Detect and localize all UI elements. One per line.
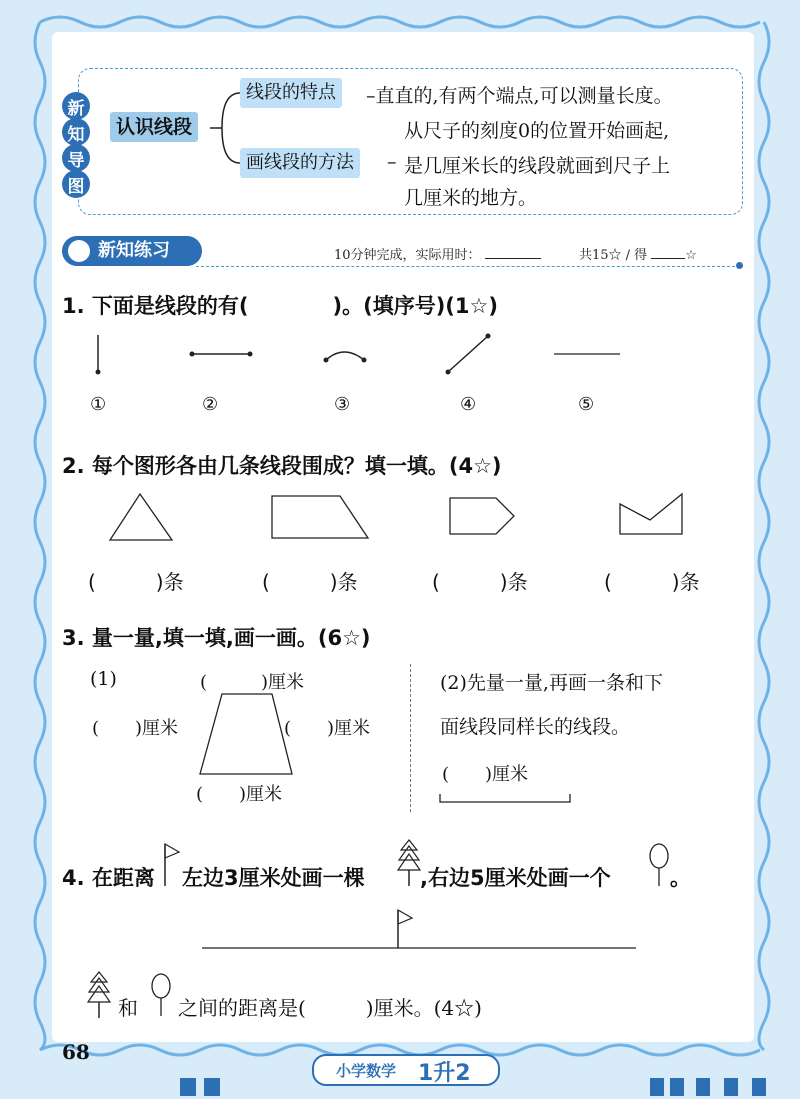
q1-figures xyxy=(80,330,660,380)
q4-answer-a: 和 xyxy=(118,996,138,1020)
score-blank[interactable] xyxy=(651,258,685,259)
q1-label-3: ③ xyxy=(334,394,351,415)
q2-answer-4[interactable]: ( )条 xyxy=(604,570,700,594)
footer-stripe xyxy=(724,1078,738,1096)
q1-label-5: ⑤ xyxy=(578,394,595,415)
footer-stripe xyxy=(696,1078,710,1096)
q1-label-1: ① xyxy=(90,394,107,415)
side-badge-char-2: 知 xyxy=(62,118,90,146)
q4-prompt-d: 。 xyxy=(670,866,691,890)
q4-prompt-c: ,右边5厘米处画一个 xyxy=(420,866,611,890)
q4-prompt-a: 4. 在距离 xyxy=(62,866,155,890)
balloon-icon-answer xyxy=(150,972,172,1018)
q4-prompt-b: 左边3厘米处画一棵 xyxy=(182,866,365,890)
q1-label-2: ② xyxy=(202,394,219,415)
q3-trapezoid xyxy=(196,690,306,780)
side-badge-char-4: 图 xyxy=(62,170,90,198)
q2-answer-2[interactable]: ( )条 xyxy=(262,570,358,594)
side-badge-char-3: 导 xyxy=(62,144,90,172)
central-topic: 认识线段 xyxy=(110,112,198,142)
footer-stripe xyxy=(752,1078,766,1096)
q2-answer-1[interactable]: ( )条 xyxy=(88,570,184,594)
q3-right-blank[interactable]: ( )厘米 xyxy=(284,718,371,739)
score-text: 共15☆ / 得 xyxy=(578,248,648,263)
q2-answer-3[interactable]: ( )条 xyxy=(432,570,528,594)
tree-icon-answer xyxy=(86,970,112,1020)
side-badge-char-1: 新 xyxy=(62,92,90,120)
balloon-icon xyxy=(648,842,670,888)
footer-stripe xyxy=(670,1078,684,1096)
header-dot xyxy=(736,262,743,269)
q3-top-blank[interactable]: ( )厘米 xyxy=(200,672,305,693)
q3-reference-segment xyxy=(436,792,576,806)
q2-prompt: 2. 每个图形各由几条线段围成？填一填。(4☆) xyxy=(62,454,502,478)
timer-text: 10分钟完成，实际用时： xyxy=(334,248,481,263)
footer-stripe xyxy=(650,1078,664,1096)
page-number: 68 xyxy=(62,1040,90,1064)
q3-divider xyxy=(410,664,411,812)
medal-icon xyxy=(68,240,90,262)
practice-banner xyxy=(62,236,202,266)
branch-dash: – xyxy=(387,151,397,173)
branch-text-drawing-3: 几厘米的地方。 xyxy=(404,187,538,209)
footer-brand-text: 1升2 xyxy=(418,1061,471,1086)
footer-stripe xyxy=(180,1078,196,1096)
time-blank[interactable] xyxy=(485,258,541,259)
tree-icon xyxy=(396,838,422,888)
footer-subject: 小学数学 xyxy=(336,1062,397,1080)
q3-prompt: 3. 量一量,填一填,画一画。(6☆) xyxy=(62,626,371,650)
q4-answer-b[interactable]: 之间的距离是( )厘米。(4☆) xyxy=(178,996,482,1020)
branch-text-drawing-1: 从尺子的刻度0的位置开始画起, xyxy=(404,120,670,142)
branch-text-features: –直直的,有两个端点,可以测量长度。 xyxy=(366,85,673,107)
q3-left-blank[interactable]: ( )厘米 xyxy=(92,718,179,739)
q3-bottom-blank[interactable]: ( )厘米 xyxy=(196,784,283,805)
header-dotted-line xyxy=(196,266,740,267)
q3-part1-label: (1) xyxy=(90,668,117,690)
q4-baseline[interactable] xyxy=(200,904,640,954)
q1-prompt: 1. 下面是线段的有( )。(填序号)(1☆) xyxy=(62,294,498,318)
score-star: ☆ xyxy=(685,248,697,263)
q3-part2-line1: (2)先量一量,再画一条和下 xyxy=(440,672,663,694)
branch-text-drawing-2: 是几厘米长的线段就画到尺子上 xyxy=(404,155,671,177)
q1-label-4: ④ xyxy=(460,394,477,415)
timer-line xyxy=(334,244,697,263)
branch-label-features: 线段的特点 xyxy=(240,78,342,108)
q3-part2-blank[interactable]: ( )厘米 xyxy=(442,764,529,785)
branch-label-drawing: 画线段的方法 xyxy=(240,148,360,178)
flag-icon xyxy=(162,842,182,888)
practice-title: 新知练习 xyxy=(98,240,170,261)
q2-shapes xyxy=(100,488,700,548)
footer-stripe xyxy=(204,1078,220,1096)
q3-part2-line2: 面线段同样长的线段。 xyxy=(440,716,631,738)
footer-brand xyxy=(312,1054,500,1086)
